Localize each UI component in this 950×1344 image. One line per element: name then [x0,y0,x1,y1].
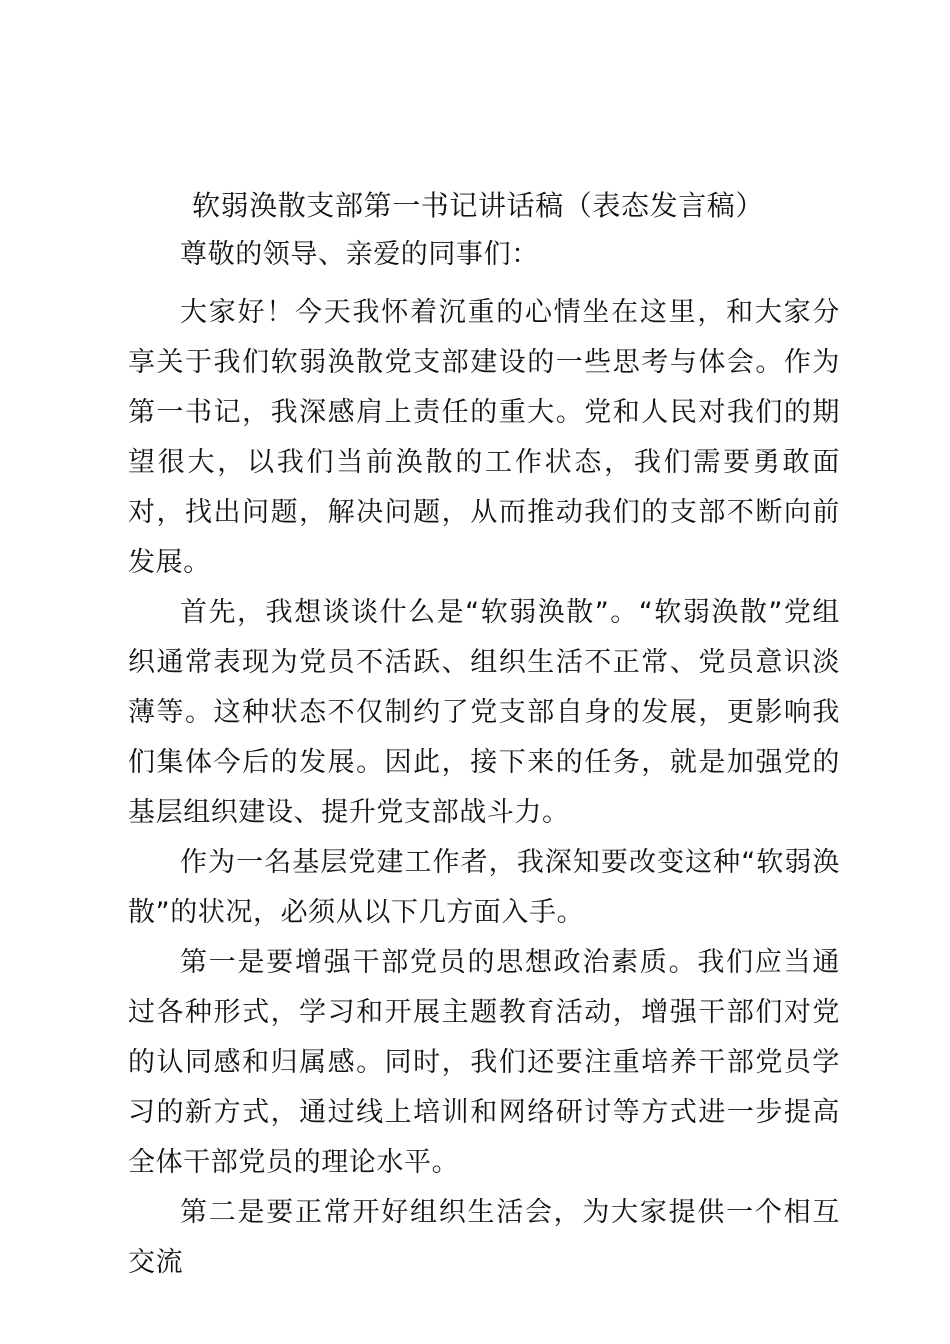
salutation: 尊敬的领导、亲爱的同事们： [180,239,539,270]
paragraph-approach: 作为一名基层党建工作者，我深知要改变这种“软弱涣散”的状况，必须从以下几方面入手。 [128,847,840,928]
paragraph-greeting: 大家好！今天我怀着沉重的心情坐在这里，和大家分享关于我们软弱涣散党支部建设的一些思考与体会。作为第一书记，我深感肩上责任的重大。党和人民对我们的期望很大，以我们当前涣散的工作状态，我们需要勇敢面对，找出问题，解决问题，从而推动我们的支部不断向前发展。 [128,297,840,578]
paragraph-definition: 首先，我想谈谈什么是“软弱涣散”。“软弱涣散”党组织通常表现为党员不活跃、组织生活不正常、党员意识淡薄等。这种状态不仅制约了党支部自身的发展，更影响我们集体今后的发展。因此，接下来的任务，就是加强党的基层组织建设、提升党支部战斗力。 [128,597,840,828]
paragraph-point-two: 第二是要正常开好组织生活会，为大家提供一个相互交流 [128,1197,840,1278]
document-title: 软弱涣散支部第一书记讲话稿（表态发言稿） [192,189,765,222]
document-body [128,182,840,1288]
paragraph-point-one: 第一是要增强干部党员的思想政治素质。我们应当通过各种形式，学习和开展主题教育活动，增强干部们对党的认同感和归属感。同时，我们还要注重培养干部党员学习的新方式，通过线上培训和网络研讨等方式进一步提高全体干部党员的理论水平。 [128,947,840,1178]
